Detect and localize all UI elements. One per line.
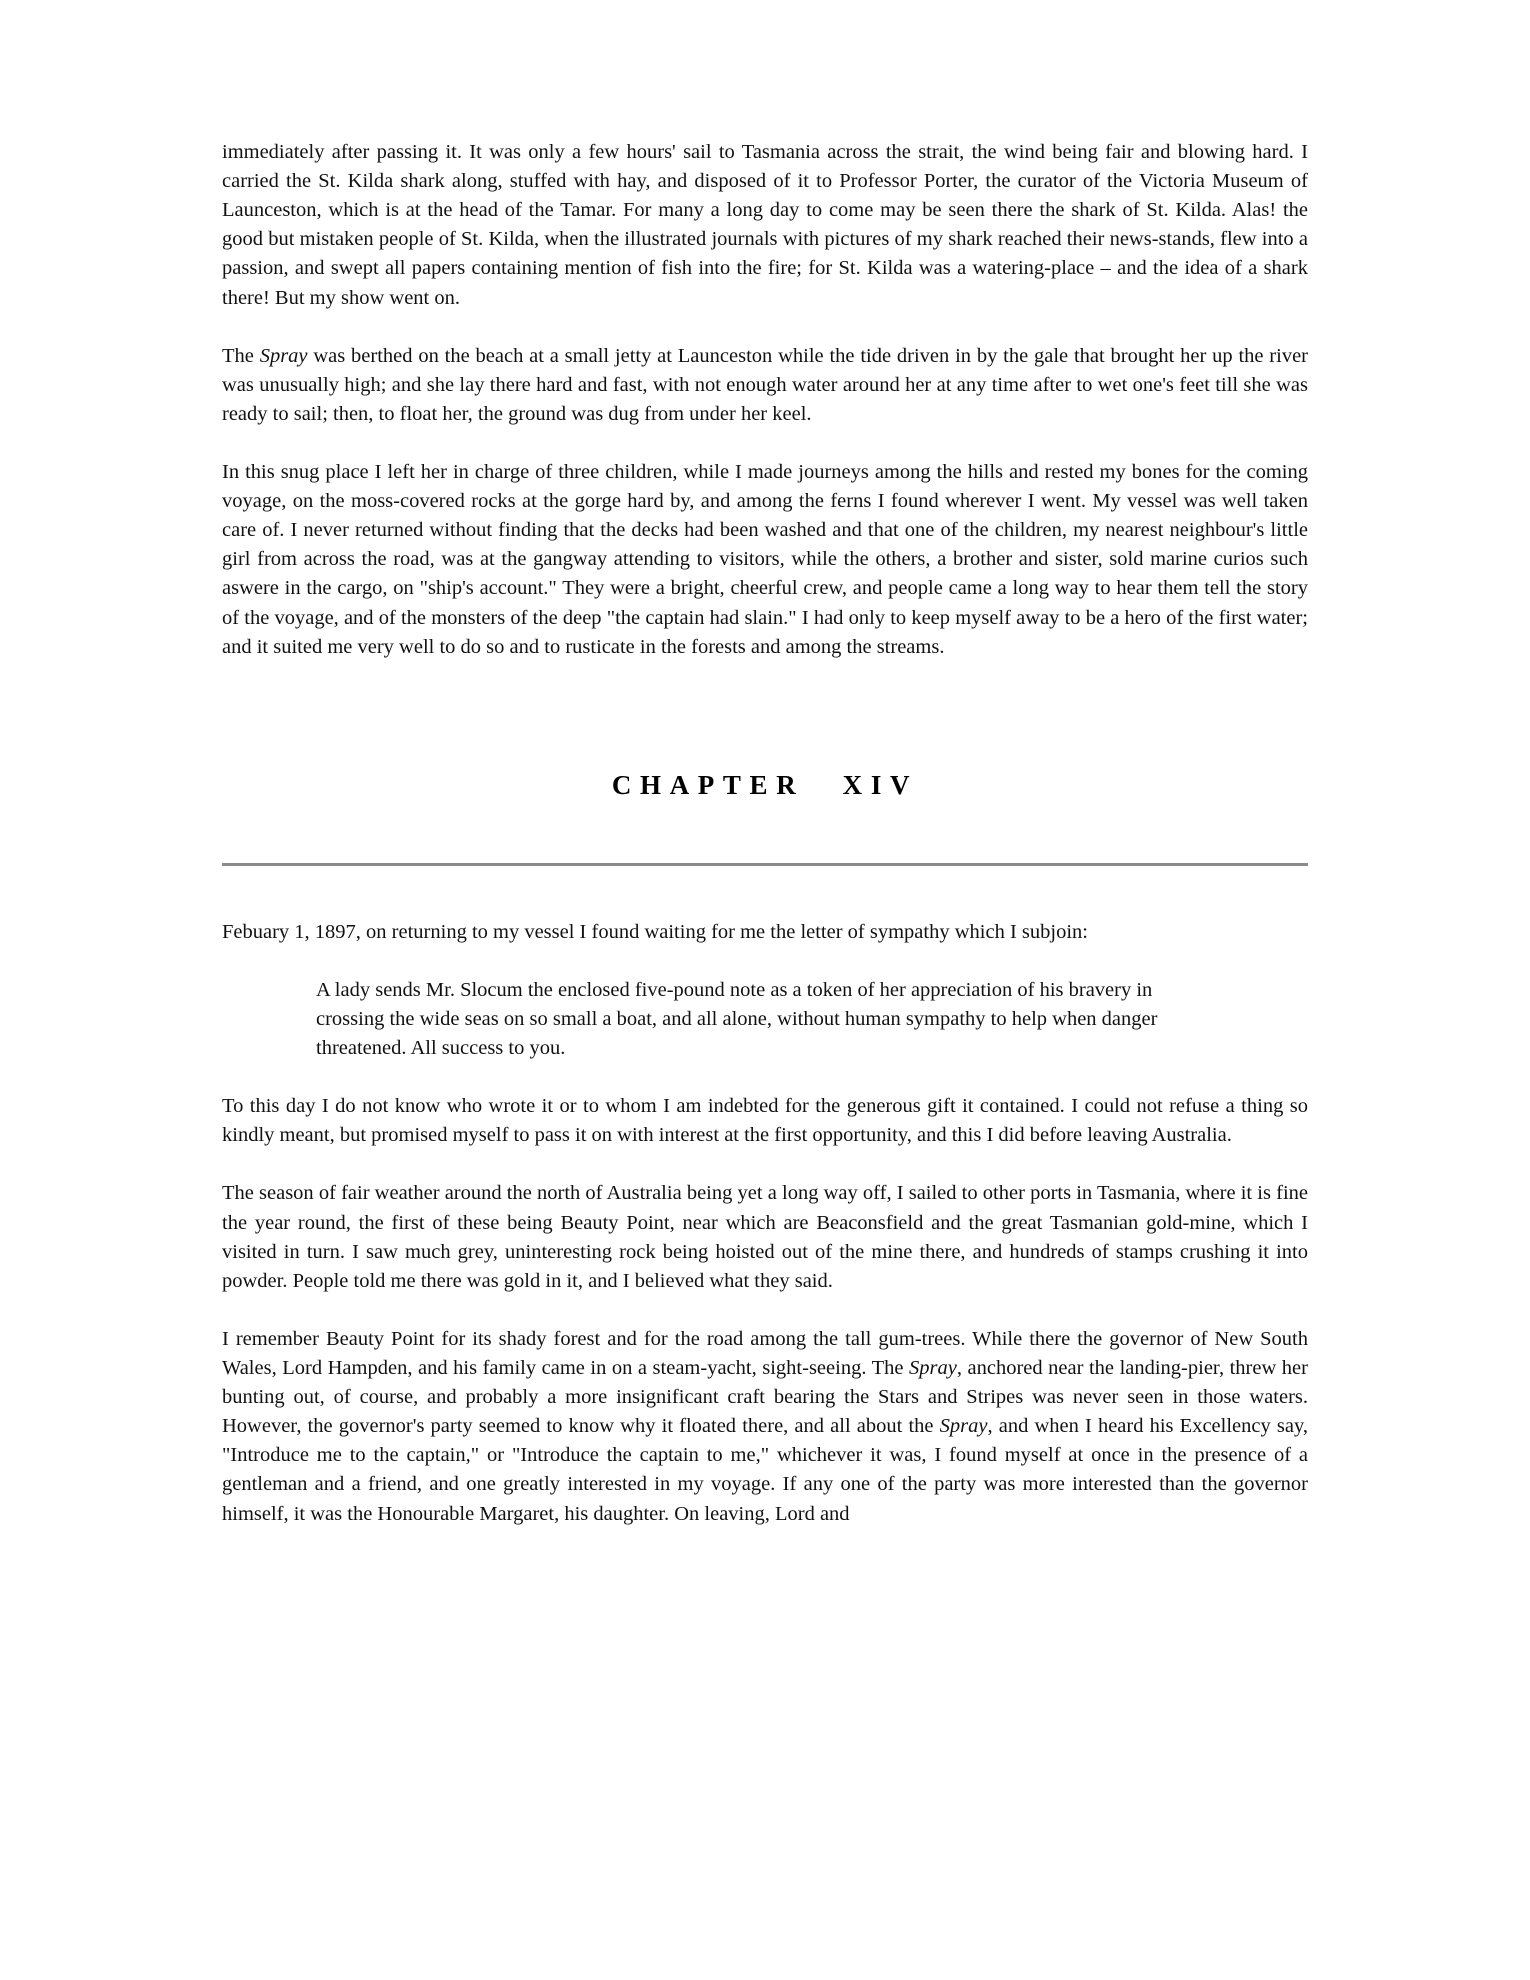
- section-rule: [222, 863, 1308, 866]
- paragraph: The Spray was berthed on the beach at a small jetty at Launceston while the tide driven in by the gale that brought her up the river was unusually high; and she lay there hard and fast, with not enough water around her at any time after to wet one's feet till she was ready to sail; then, to float her, the ground was dug from under her keel.: [222, 344, 1309, 425]
- paragraph: immediately after passing it. It was only a few hours' sail to Tasmania across the strait, the wind being fair and blowing hard. I carried the St. Kilda shark along, stuffed with hay, and disposed of it to Professor Porter, the curator of the Victoria Museum of Launceston, which is at the head of the Tamar. For many a long day to come may be seen there the shark of St. Kilda. Alas! the good but mistaken people of St. Kilda, when the illustrated journals with pictures of my shark reached their news-stands, flew into a passion, and swept all papers containing mention of fish into the fire; for St. Kilda was a watering-place – and the idea of a shark there! But my show went on.: [222, 141, 1308, 309]
- italic-text: Spray: [939, 1415, 988, 1438]
- letter-quote: A lady sends Mr. Slocum the enclosed five-pound note as a token of her appreciation of his bravery in crossing the wide seas on so small a boat, and all alone, without human sympathy to help when danger threatened. All success to you.: [316, 978, 1158, 1060]
- document-body: [222, 138, 1308, 1529]
- paragraph: To this day I do not know who wrote it or to whom I am indebted for the generous gift it contained. I could not refuse a thing so kindly meant, but promised myself to pass it on with interest at the first opportunity, and this I did before leaving Australia.: [222, 1095, 1308, 1147]
- paragraph: In this snug place I left her in charge of three children, while I made journeys among the hills and rested my bones for the coming voyage, on the moss-covered rocks at the gorge hard by, and among the ferns I found wherever I went. My vessel was well taken care of. I never returned without finding that the decks had been washed and that one of the children, my nearest neighbour's little girl from across the road, was at the gangway attending to visitors, while the others, a brother and sister, sold marine curios such aswere in the cargo, on "ship's account." They were a bright, cheerful crew, and people came a long way to hear them tell the story of the voyage, and of the monsters of the deep "the captain had slain." I had only to keep myself away to be a hero of the first water; and it suited me very well to do so and to rusticate in the forests and among the streams.: [222, 460, 1308, 658]
- italic-text: Spray: [909, 1356, 957, 1379]
- chapter-heading: CHAPTER XIV: [611, 769, 919, 800]
- italic-text: Spray: [259, 344, 308, 367]
- paragraph: I remember Beauty Point for its shady forest and for the road among the tall gum-trees. While there the governor of New South Wales, Lord Hampden, and his family came in on a steam-yacht, sight-seeing. The Spray, anchored near the landing-pier, threw her bunting out, of course, and probably a more insignificant craft bearing the Stars and Stripes was never seen in those waters. However, the governor's party seemed to know why it floated there, and all about the Spray, and when I heard his Excellency say, "Introduce me to the captain," or "Introduce the captain to me," whichever it was, I found myself at once in the presence of a gentleman and a friend, and one greatly interested in my voyage. If any one of the party was more interested than the governor himself, it was the Honourable Margaret, his daughter. On leaving, Lord and: [222, 1327, 1308, 1525]
- paragraph: Febuary 1, 1897, on returning to my vessel I found waiting for me the letter of sympathy which I subjoin:: [222, 920, 1088, 943]
- paragraph: The season of fair weather around the north of Australia being yet a long way off, I sailed to other ports in Tasmania, where it is fine the year round, the first of these being Beauty Point, near which are Beaconsfield and the great Tasmanian gold-mine, which I visited in turn. I saw much grey, uninteresting rock being hoisted out of the mine there, and hundreds of stamps crushing it into powder. People told me there was gold in it, and I believed what they said.: [222, 1182, 1308, 1292]
